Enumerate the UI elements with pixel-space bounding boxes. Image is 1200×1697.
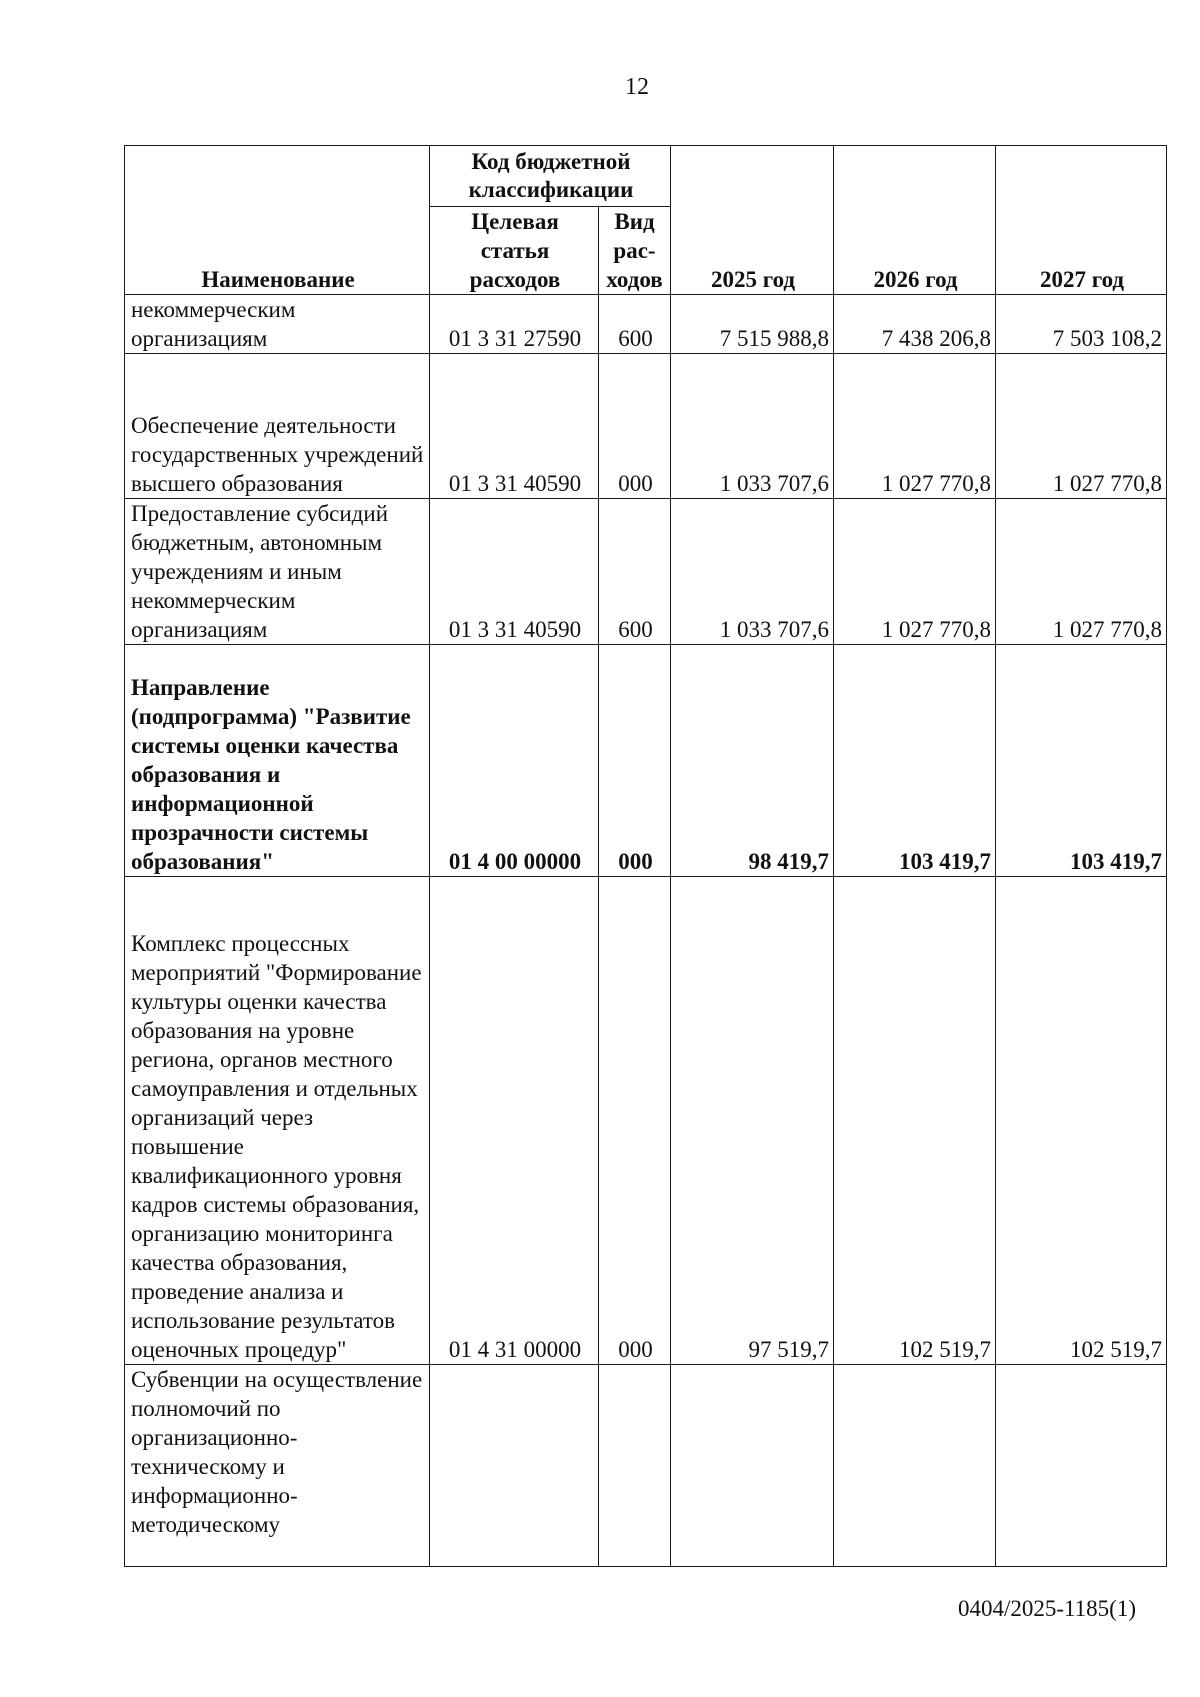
row-2025: 98 419,7 — [671, 645, 834, 877]
row-name: Субвенции на осуществление полномочий по организационно-техническому и информационно-методическому — [125, 1365, 430, 1567]
header-code-group: Код бюджетной классификации — [430, 146, 671, 207]
table-row — [125, 499, 1167, 645]
header-2025: 2025 год — [671, 146, 834, 295]
row-name: Обеспечение деятельности государственных учреждений высшего образования — [125, 354, 430, 499]
row-target — [430, 1365, 599, 1567]
row-2026: 1 027 770,8 — [834, 354, 996, 499]
table-row-subprogram — [125, 645, 1167, 877]
row-type: 000 — [599, 877, 671, 1365]
header-2027: 2027 год — [996, 146, 1167, 295]
budget-table — [124, 145, 1167, 1567]
row-target: 01 3 31 40590 — [430, 499, 599, 645]
row-target: 01 4 00 00000 — [430, 645, 599, 877]
row-2027: 102 519,7 — [996, 877, 1167, 1365]
row-type: 000 — [599, 645, 671, 877]
row-2025: 1 033 707,6 — [671, 354, 834, 499]
header-name: Наименование — [125, 146, 430, 295]
table-row — [125, 877, 1167, 1365]
row-2027: 103 419,7 — [996, 645, 1167, 877]
document-code: 0404/2025-1185(1) — [957, 1596, 1136, 1621]
row-2027: 7 503 108,2 — [996, 295, 1167, 354]
row-target: 01 4 31 00000 — [430, 877, 599, 1365]
row-name: некоммерческим организациям — [125, 295, 430, 354]
page-number: 12 — [625, 74, 649, 100]
row-2027 — [996, 1365, 1167, 1567]
row-2026: 7 438 206,8 — [834, 295, 996, 354]
row-2025 — [671, 1365, 834, 1567]
table-row — [125, 354, 1167, 499]
row-name: Комплекс процессных мероприятий "Формирование культуры оценки качества образования на уровне региона, органов местного самоуправления и отдельных организаций через повышение квалификационного уровня кадров системы образования, организацию мониторинга качества образования, проведение анализа и использование результатов оценочных процедур" — [125, 877, 430, 1365]
row-2025: 1 033 707,6 — [671, 499, 834, 645]
row-target: 01 3 31 40590 — [430, 354, 599, 499]
table-row — [125, 1365, 1167, 1567]
header-row-1 — [125, 146, 1167, 207]
row-name: Направление (подпрограмма) "Развитие системы оценки качества образования и информационной прозрачности системы образования" — [125, 645, 430, 877]
row-type: 000 — [599, 354, 671, 499]
row-2027: 1 027 770,8 — [996, 354, 1167, 499]
header-2026: 2026 год — [834, 146, 996, 295]
row-target: 01 3 31 27590 — [430, 295, 599, 354]
table-row — [125, 295, 1167, 354]
row-type: 600 — [599, 499, 671, 645]
row-type: 600 — [599, 295, 671, 354]
row-2026: 103 419,7 — [834, 645, 996, 877]
row-type — [599, 1365, 671, 1567]
row-name: Предоставление субсидий бюджетным, автономным учреждениям и иным некоммерческим организациям — [125, 499, 430, 645]
row-2025: 7 515 988,8 — [671, 295, 834, 354]
row-2027: 1 027 770,8 — [996, 499, 1167, 645]
header-target-article: Целевая статья расходов — [430, 207, 599, 295]
row-2026: 1 027 770,8 — [834, 499, 996, 645]
row-2026: 102 519,7 — [834, 877, 996, 1365]
row-2026 — [834, 1365, 996, 1567]
row-2025: 97 519,7 — [671, 877, 834, 1365]
header-expense-type: Вид рас-ходов — [599, 207, 671, 295]
